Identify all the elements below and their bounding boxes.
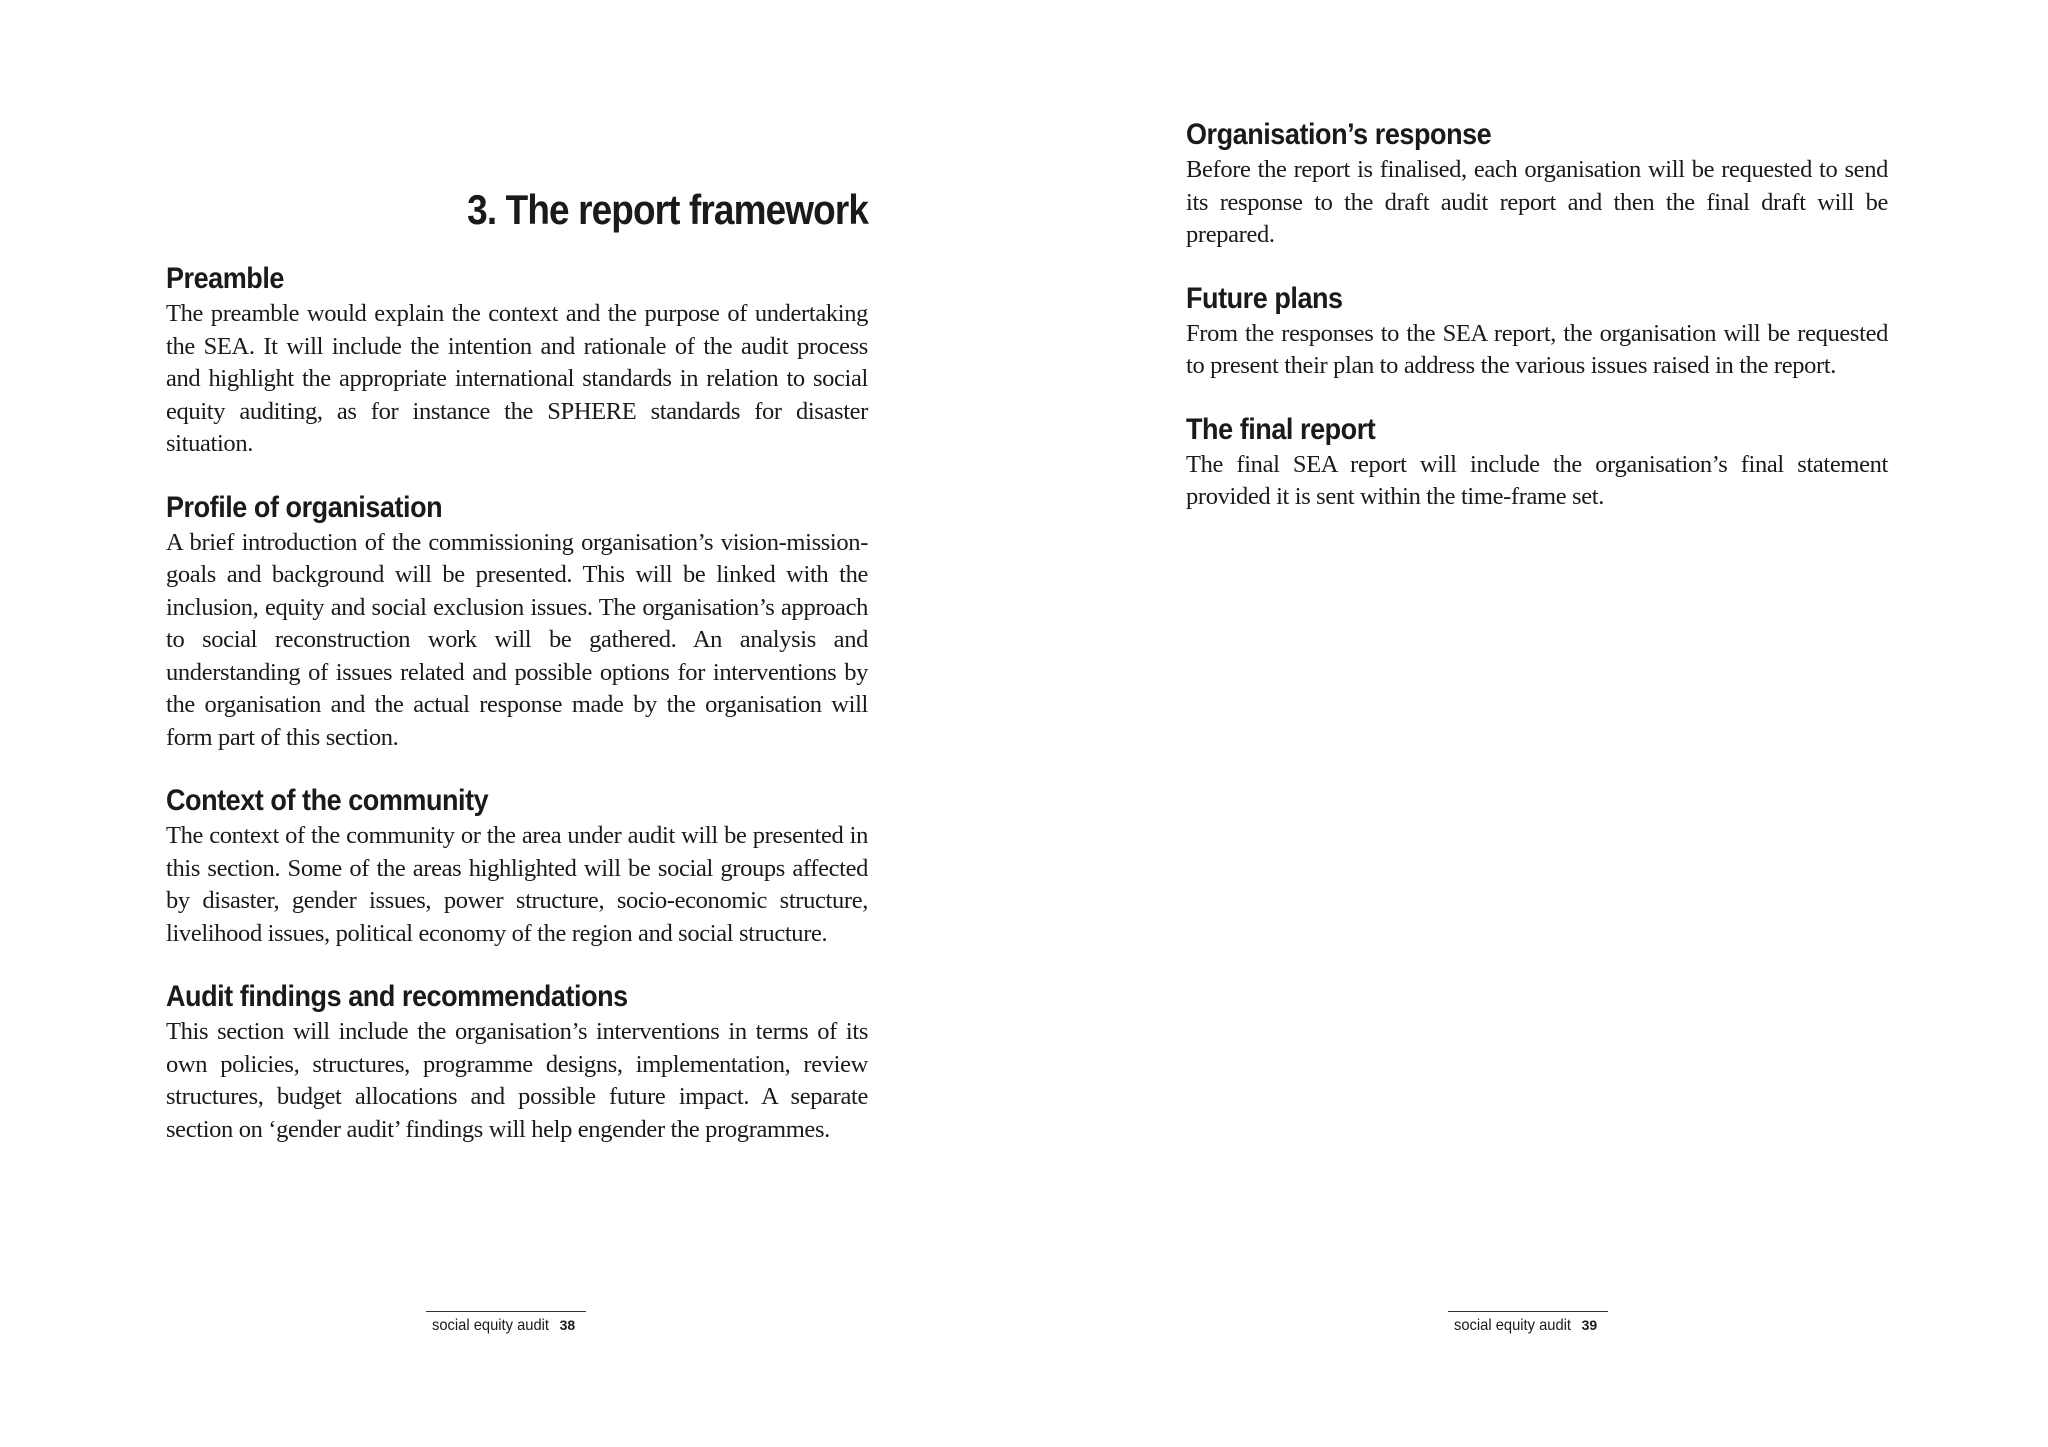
- page-number: 38: [559, 1317, 576, 1333]
- section-body: A brief introduction of the commissioning organisation’s vision-mission-goals and background will be presented. This will be linked with the inclusion, equity and social exclusion issues. The organisation’s approach to social reconstruction work will be gathered. An analysis and understanding of issues related and possible options for interventions by the organisation and the actual response made by the organisation will form part of this section.: [166, 528, 868, 751]
- section-final-report: [1186, 412, 1888, 514]
- section-heading: Future plans: [1186, 281, 1343, 315]
- section-heading: Preamble: [166, 262, 284, 295]
- section-heading: Context of the community: [166, 784, 489, 817]
- section-body: The context of the community or the area under audit will be presented in this section. Some of the areas highlighted will be social groups affected by disaster, gender issues, power structure, socio-economic structure, livelihood issues, political economy of the region and social structure.: [166, 822, 868, 947]
- chapter-title: 3. The report framework: [467, 186, 868, 233]
- right-page: [1024, 0, 2048, 1447]
- footer-label: social equity audit: [1454, 1317, 1572, 1334]
- page-number: 39: [1581, 1317, 1598, 1333]
- section-context-of-community: [166, 783, 868, 950]
- section-audit-findings: [166, 979, 868, 1146]
- section-body: The final SEA report will include the organisation’s final statement provided it is sent within the time-frame set.: [1186, 450, 1888, 510]
- page-footer: [426, 1311, 586, 1336]
- right-column: [1186, 117, 1888, 543]
- page-footer: [1448, 1311, 1608, 1336]
- section-body: The preamble would explain the context and the purpose of undertaking the SEA. It will include the intention and rationale of the audit process and highlight the appropriate international standards in relation to social equity auditing, as for instance the SPHERE standards for disaster situation.: [166, 300, 868, 457]
- section-body: From the responses to the SEA report, the organisation will be requested to present their plan to address the various issues raised in the report.: [1186, 319, 1888, 379]
- section-profile-of-organisation: [166, 490, 868, 755]
- footer-label: social equity audit: [432, 1317, 550, 1334]
- section-body: Before the report is finalised, each organisation will be requested to send its response to the draft audit report and then the final draft will be prepared.: [1186, 156, 1888, 248]
- section-heading: Audit findings and recommendations: [166, 980, 628, 1013]
- section-heading: Organisation’s response: [1186, 118, 1492, 151]
- section-future-plans: [1186, 281, 1888, 383]
- section-body: This section will include the organisation’s interventions in terms of its own policies, structures, programme designs, implementation, review structures, budget allocations and possible future impact. A separate section on ‘gender audit’ findings will help engender the programmes.: [166, 1018, 868, 1143]
- section-organisation-response: [1186, 117, 1888, 252]
- left-column: [166, 261, 868, 1175]
- section-preamble: [166, 261, 868, 461]
- section-heading: The final report: [1186, 412, 1376, 446]
- section-heading: Profile of organisation: [166, 490, 443, 524]
